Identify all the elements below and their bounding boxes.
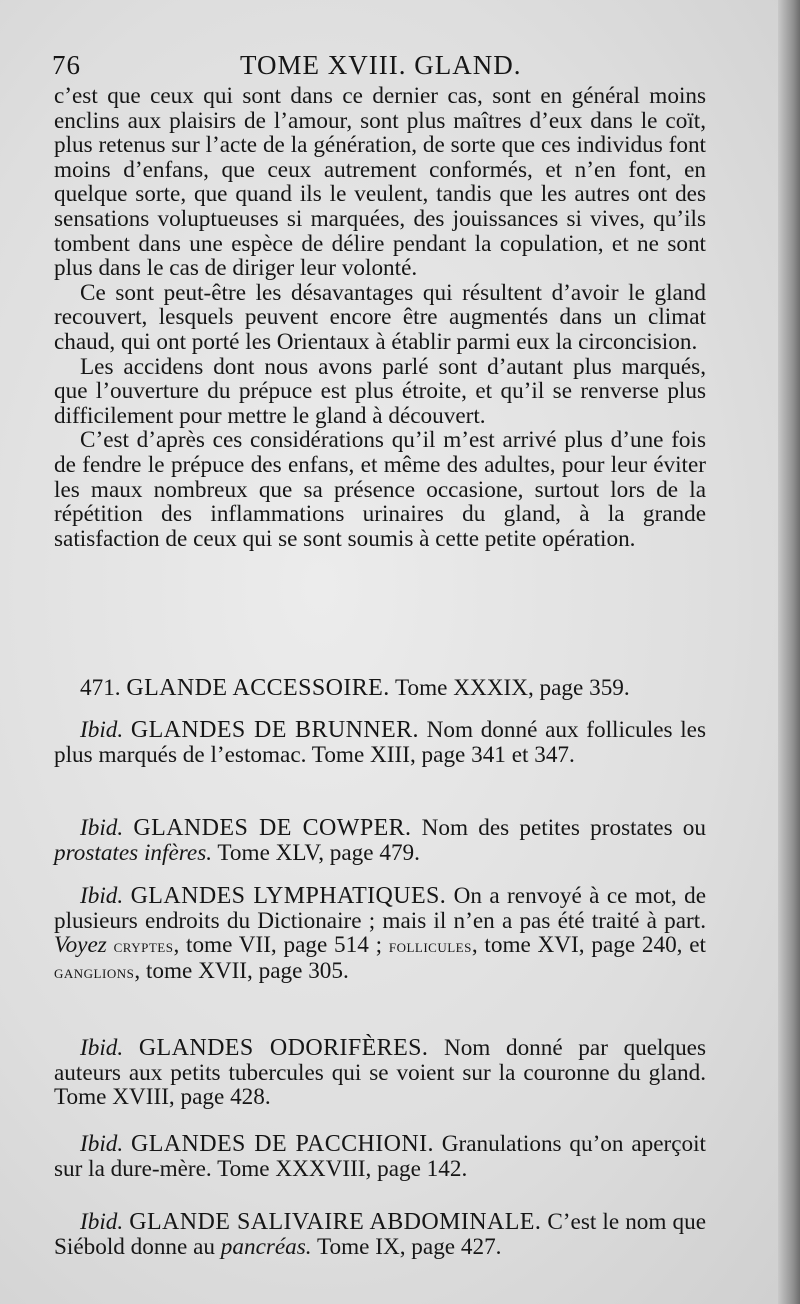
- paragraph: c’est que ceux qui sont dans ce dernier cas, sont en général moins enclins aux plaisirs de l’amour, sont plus maîtres d’eux dans le coït, plus retenus sur l’acte de la génération, de sorte que ces individus font moins d’enfans, que ceux autrement conformés, et n’en font, en quelque sorte, que quand ils le veulent, tandis que les autres ont des sensations voluptueuses si marquées, des jouissances si vives, qu’ils tombent dans une espèce de délire pendant la copulation, et ne sont plus dans le cas de diriger leur volonté.: [54, 83, 706, 282]
- page-number: 76: [52, 50, 81, 80]
- entry-heading: GLANDES DE COWPER.: [133, 815, 412, 841]
- entry-text: Nom donné aux follicules les plus marqués de l’estomac. Tome XIII, page 341 et 347.: [54, 717, 706, 768]
- entry-text: , tome VII, page 514 ;: [173, 932, 389, 959]
- voyez-label: Voyez: [54, 932, 107, 959]
- entry-italic-term: prostates infères.: [54, 839, 213, 866]
- entry-text: Nom donné par quelques auteurs aux petits tubercules qui se voient sur la couronne du gland. Tome XVIII, page 428.: [54, 1035, 706, 1111]
- entry-number: 471.: [80, 675, 121, 701]
- entry-prefix: Ibid.: [80, 1131, 124, 1157]
- page-header: [52, 50, 712, 86]
- entry-text: Nom des petites prostates ou: [411, 815, 706, 841]
- entry-text: , tome XVII, page 305.: [134, 957, 349, 984]
- paragraph: C’est d’après ces considérations qu’il m’est arrivé plus d’une fois de fendre le prépuce des enfans, et même des adultes, pour leur éviter les maux nombreux que sa présence occasione, surtout lors de la répétition des inflammations urinaires du gland, à la grande satisfaction de ceux qui se sont soumis à cette petite opération.: [54, 427, 706, 552]
- entry-heading: GLANDE ACCESSOIRE.: [126, 675, 390, 701]
- entry-glandes-lymphatiques: [54, 884, 706, 984]
- entry-glandes-de-pacchioni: [54, 1132, 706, 1181]
- entry-prefix: Ibid.: [80, 1035, 124, 1061]
- entry-heading: GLANDES LYMPHATIQUES.: [130, 883, 447, 909]
- entry-prefix: Ibid.: [80, 1209, 124, 1235]
- entry-heading: GLANDES DE BRUNNER.: [130, 717, 419, 743]
- body-text: [54, 84, 706, 551]
- entry-text: Granulations qu’on aperçoit sur la dure-mère. Tome XXXVIII, page 142.: [54, 1131, 707, 1182]
- paragraph: Les accidens dont nous avons parlé sont d’autant plus marqués, que l’ouverture du prépuce est plus étroite, et qu’il se renverse plus difficilement pour mettre le gland à découvert.: [54, 353, 706, 429]
- running-title: TOME XVIII. GLAND.: [240, 50, 522, 80]
- entry-text: C’est le nom que Siébold donne au: [54, 1209, 706, 1260]
- entry-prefix: Ibid.: [80, 717, 124, 743]
- entry-glandes-odoriferes: [54, 1036, 706, 1110]
- entry-text: On a renvoyé à ce mot, de plusieurs endroits du Dictionaire ; mais il n’en a pas été traité à part.: [54, 883, 706, 934]
- entry-glande-salivaire-abdominale: [54, 1210, 706, 1259]
- entry-text: Tome XLV, page 479.: [212, 839, 420, 866]
- entry-text: , tome XVI, page 240, et: [471, 932, 706, 959]
- entry-text: Tome XXXIX, page 359.: [389, 675, 630, 701]
- page-edge-shadow: [778, 0, 800, 1304]
- entry-prefix: Ibid.: [80, 883, 124, 909]
- entry-glandes-de-brunner: [54, 718, 706, 767]
- cross-reference: cryptes: [113, 936, 174, 957]
- entry-heading: GLANDES DE PACCHIONI.: [131, 1131, 434, 1157]
- entry-text: Tome IX, page 427.: [311, 1233, 502, 1260]
- entry-prefix: Ibid.: [80, 815, 124, 841]
- entry-italic-term: pancréas.: [220, 1233, 312, 1260]
- cross-reference: follicules: [388, 936, 472, 957]
- paragraph: Ce sont peut-être les désavantages qui résultent d’avoir le gland recouvert, lesquels peuvent encore être augmentés dans un climat chaud, qui ont porté les Orientaux à établir parmi eux la circoncision.: [54, 279, 706, 355]
- entry-heading: GLANDES ODORIFÈRES.: [138, 1035, 429, 1061]
- entry-glande-accessoire: [54, 676, 706, 701]
- entry-heading: GLANDE SALIVAIRE ABDOMINALE.: [129, 1209, 542, 1235]
- entry-glandes-de-cowper: [54, 816, 706, 865]
- cross-reference: ganglions: [54, 961, 135, 982]
